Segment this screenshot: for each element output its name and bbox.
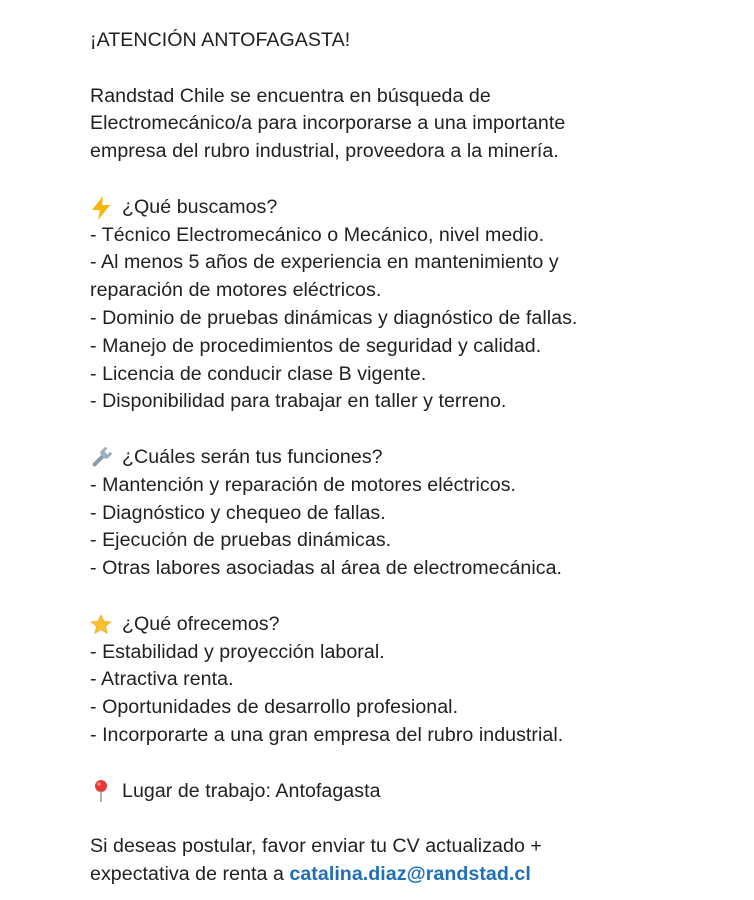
list-item: - Mantención y reparación de motores eléctricos.: [90, 473, 517, 496]
list-item: - Técnico Electromecánico o Mecánico, nivel medio.: [90, 223, 545, 246]
list-item: - Incorporarte a una gran empresa del rubro industrial.: [90, 723, 564, 746]
star-icon: [90, 614, 112, 636]
list-item: - Otras labores asociadas al área de electromecánica.: [90, 557, 563, 580]
spacer: [90, 416, 730, 444]
location-text: Lugar de trabajo: Antofagasta: [122, 779, 381, 802]
post-title: ¡ATENCIÓN ANTOFAGASTA!: [90, 29, 351, 51]
spacer: [90, 750, 730, 778]
high-voltage-icon: [90, 197, 112, 219]
section-heading-text: ¿Qué buscamos?: [122, 195, 278, 218]
section-requirements-heading: [90, 194, 730, 222]
job-location: [90, 778, 730, 806]
list-item: - Atractiva renta.: [90, 668, 234, 691]
section-functions-heading: [90, 444, 730, 472]
spacer: [90, 805, 730, 833]
closing-text: Si deseas postular, favor enviar tu CV actualizado + expectativa de renta a: [90, 835, 542, 885]
list-item: - Oportunidades de desarrollo profesional.: [90, 696, 459, 719]
list-item: - Estabilidad y proyección laboral.: [90, 640, 385, 663]
list-item: - Manejo de procedimientos de seguridad y calidad.: [90, 334, 542, 357]
spacer: [90, 583, 730, 611]
list-item: - Ejecución de pruebas dinámicas.: [90, 529, 392, 552]
closing-paragraph: [90, 833, 610, 889]
list-item: - Disponibilidad para trabajar en taller y terreno.: [90, 390, 507, 413]
pin-icon: [90, 780, 112, 802]
post-intro: Randstad Chile se encuentra en búsqueda de Electromecánico/a para incorporarse a una importante empresa del rubro industrial, proveedora a la minería.: [90, 84, 566, 163]
list-item: - Licencia de conducir clase B vigente.: [90, 362, 427, 385]
list-item: - Diagnóstico y chequeo de fallas.: [90, 501, 386, 524]
section-heading-text: ¿Cuáles serán tus funciones?: [122, 445, 383, 468]
job-post: [90, 27, 730, 889]
section-heading-text: ¿Qué ofrecemos?: [122, 612, 280, 635]
list-item: - Dominio de pruebas dinámicas y diagnóstico de fallas.: [90, 306, 578, 329]
spacer: [90, 166, 730, 194]
wrench-icon: [90, 447, 112, 469]
section-offer-heading: [90, 611, 730, 639]
list-item: - Al menos 5 años de experiencia en mantenimiento y reparación de motores eléctricos.: [90, 251, 559, 302]
spacer: [90, 55, 730, 83]
email-link[interactable]: catalina.diaz@randstad.cl: [289, 862, 531, 885]
